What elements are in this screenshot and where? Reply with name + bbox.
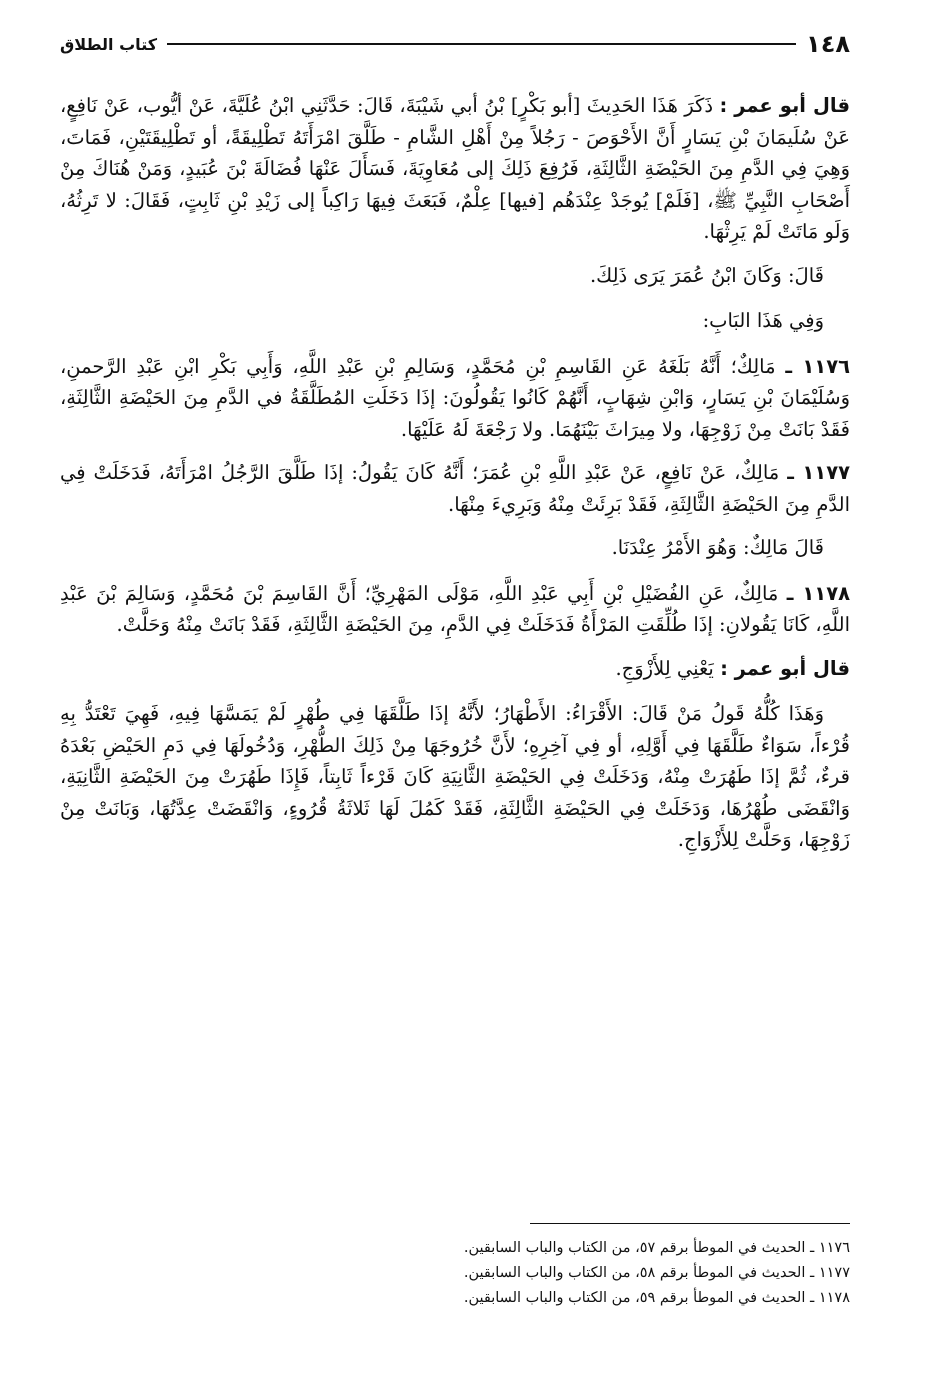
paragraph-abu-umar-2 [60, 653, 850, 685]
footnote-1176: ١١٧٦ ـ الحديث في الموطأ برقم ٥٧، من الكتاب والباب السابقين. [463, 1240, 850, 1256]
hadith-1177 [60, 457, 850, 520]
paragraph-text: قَالَ: وَكَانَ ابْنُ عُمَرَ يَرَى ذَلِكَ. [589, 263, 824, 287]
main-text [60, 90, 850, 868]
hadith-1176 [60, 351, 850, 446]
footnote-rule [530, 1223, 850, 1224]
header-rule [167, 43, 796, 45]
paragraph-text: قَالَ مَالِكٌ: وَهُوَ الأَمْرُ عِنْدَنَا. [611, 536, 824, 559]
page-header [60, 26, 850, 62]
hadith-text: مَالِكٌ، عَنْ نَافِعٍ، عَنْ عَبْدِ اللَّهِ بْنِ عُمَرَ؛ أَنَّهُ كَانَ يَقُولُ: إذَا طَلَّقَ الرَّجُلُ امْرَأَتَهُ، فَدَخَلَتْ فِي الدَّمِ مِنَ الحَيْضَةِ الثَّالِثَةِ، فَقَدْ بَرِئَتْ مِنْهُ وَبَرِيءَ مِنْهَا. [60, 461, 850, 516]
paragraph-text: وَهَذَا كُلُّهُ قَولُ مَنْ قَالَ: الأَقْرَاءُ: الأَطْهَارُ؛ لأَنَّهُ إذَا طَلَّقَهَا فِي طُهْرٍ لَمْ يَمَسَّهَا فِيهِ، فَهِيَ تَعْتَدُّ بِهِ قُرْءاً، سَوَاءٌ طَلَّقَهَا فِي أَوَّلِهِ، أو فِي آخِرِهِ؛ لأَنَّ خُرُوجَهَا مِنْ ذَلِكَ الطُّهْرِ، وَدُخُولَهَا فِي دَمِ الحَيْضِ بَعْدَهُ قرءٌ، ثُمَّ إذَا طَهُرَتْ مِنْهُ، وَدَخَلَتْ فِي الحَيْضَةِ الثَّانِيَةِ كَانَ قَرْءاً ثَابِتاً، فَإِذَا طَهُرَتْ مِنَ الحَيْضَةِ الثَّانِيَةِ، وَانْقَضَى طُهْرُهَا، وَدَخَلَتْ فِي الحَيْضَةِ الثَّالِثَةِ، فَقَدْ كَمُلَ لَهَا ثَلاثَةُ قُرُوءٍ، وَانْقَضَتْ عِدَّتُهَا، وَبَانَتْ مِنْ زَوْجِهَا، وَحَلَّتْ لِلأَزْوَاجِ. [60, 702, 850, 851]
paragraph-text: ذَكَرَ هَذَا الحَدِيثَ [أبو بَكْرٍ] بْنُ أبي شَيْبَةَ، قَالَ: حَدَّثَنِي ابْنُ عُلَيَّةَ، عَنْ أيُّوب، عَنْ نَافِعٍ، عَنْ سُلَيمَانَ بْنِ يَسَارٍ أَنَّ الأَحْوَصَ - رَجُلاً مِنْ أَهْلِ الشَّامِ - طَلَّقَ امْرَأَتَهُ تَطْلِيقَةً، أو تَطْلِيقَتَيْنِ، فَمَاتَ، وَهِيَ فِي الدَّمِ مِنَ الحَيْضَةِ الثَّالِثَةِ، فَرُفِعَ ذَلِكَ إلى مُعَاوِيَةَ، فَسَأَلَ عَنْهَا فُضَالَةَ بْنَ عُبَيدٍ، وَمَنْ هُنَاكَ مِنْ أَصْحَابِ النَّبِيِّ ﷺ، [فَلَمْ] يُوجَدْ عِنْدَهُم [فيها] عِلْمٌ، فَبَعَثَ فِيهَا رَاكِباً إلى زَيْدِ بْنِ ثَابِتٍ، فَقَالَ: لا تَرِثُهُ، وَلَو مَاتَتْ لَمْ يَرِثْهَا. [60, 94, 850, 243]
hadith-number: ١١٧٦ ـ [785, 354, 850, 378]
hadith-text: مَالِكٌ؛ أَنَّهُ بَلَغَهُ عَنِ القَاسِمِ بْنِ مُحَمَّدٍ، وَسَالِمِ بْنِ عَبْدِ اللَّهِ، وَأَبِي بَكْرِ ابْنِ عَبْدِ الرَّحمنِ، وَسُلَيْمَانَ بْنِ يَسَارٍ، وَابْنِ شِهَابٍ، أَنَّهُمْ كَانُوا يَقُولُونَ: إذَا دَخَلَتِ المُطَلَّقَةُ في الدَّمِ مِنَ الحَيْضَةِ الثَّالِثَةِ، فَقَدْ بَانَتْ مِنْ زَوْجِهَا، ولا مِيرَاثَ بَيْنَهُمَا. ولا رَجْعَةَ لَهُ عَلَيْهَا. [60, 354, 850, 441]
paragraph-qala-ibn-umar [60, 260, 850, 292]
running-title: كتاب الطلاق [60, 34, 158, 54]
hadith-text: مَالِكٌ، عَنِ الفُضَيْلِ بْنِ أَبِي عَبْدِ اللَّهِ، مَوْلَى المَهْرِيِّ؛ أَنَّ القَاسِمَ بْنَ مُحَمَّدٍ، وَسَالِمَ بْنَ عَبْدِ اللَّهِ، كَانَا يَقُولانِ: إذَا طُلِّقَتِ المَرْأَةُ فَدَخَلَتْ فِي الدَّمِ، مِنَ الحَيْضَةِ الثَّالِثَةِ، فَقَدْ بَانَتْ مِنْهُ وَحَلَّتْ. [60, 581, 850, 636]
paragraph-qala-malik [60, 532, 850, 564]
page-number: ١٤٨ [806, 30, 850, 58]
footnote-1178: ١١٧٨ ـ الحديث في الموطأ برقم ٥٩، من الكتاب والباب السابقين. [463, 1290, 850, 1306]
hadith-1178 [60, 578, 850, 641]
paragraph-abu-umar-1 [60, 90, 850, 248]
speaker-label: قال أبو عمر : [719, 94, 850, 117]
paragraph-text: يَعْنِي لِلأَزْوَجِ. [615, 656, 714, 680]
hadith-number: ١١٧٧ ـ [787, 461, 850, 484]
footnotes [60, 1223, 850, 1311]
footnote-1177: ١١٧٧ ـ الحديث في الموطأ برقم ٥٨، من الكتاب والباب السابقين. [463, 1265, 850, 1281]
hadith-number: ١١٧٨ ـ [786, 581, 850, 605]
speaker-label: قال أبو عمر : [720, 656, 850, 680]
paragraph-text: وَفِي هَذَا البَابِ: [702, 309, 824, 332]
paragraph-commentary [60, 698, 850, 856]
paragraph-fi-hadha-al-bab [60, 305, 850, 337]
